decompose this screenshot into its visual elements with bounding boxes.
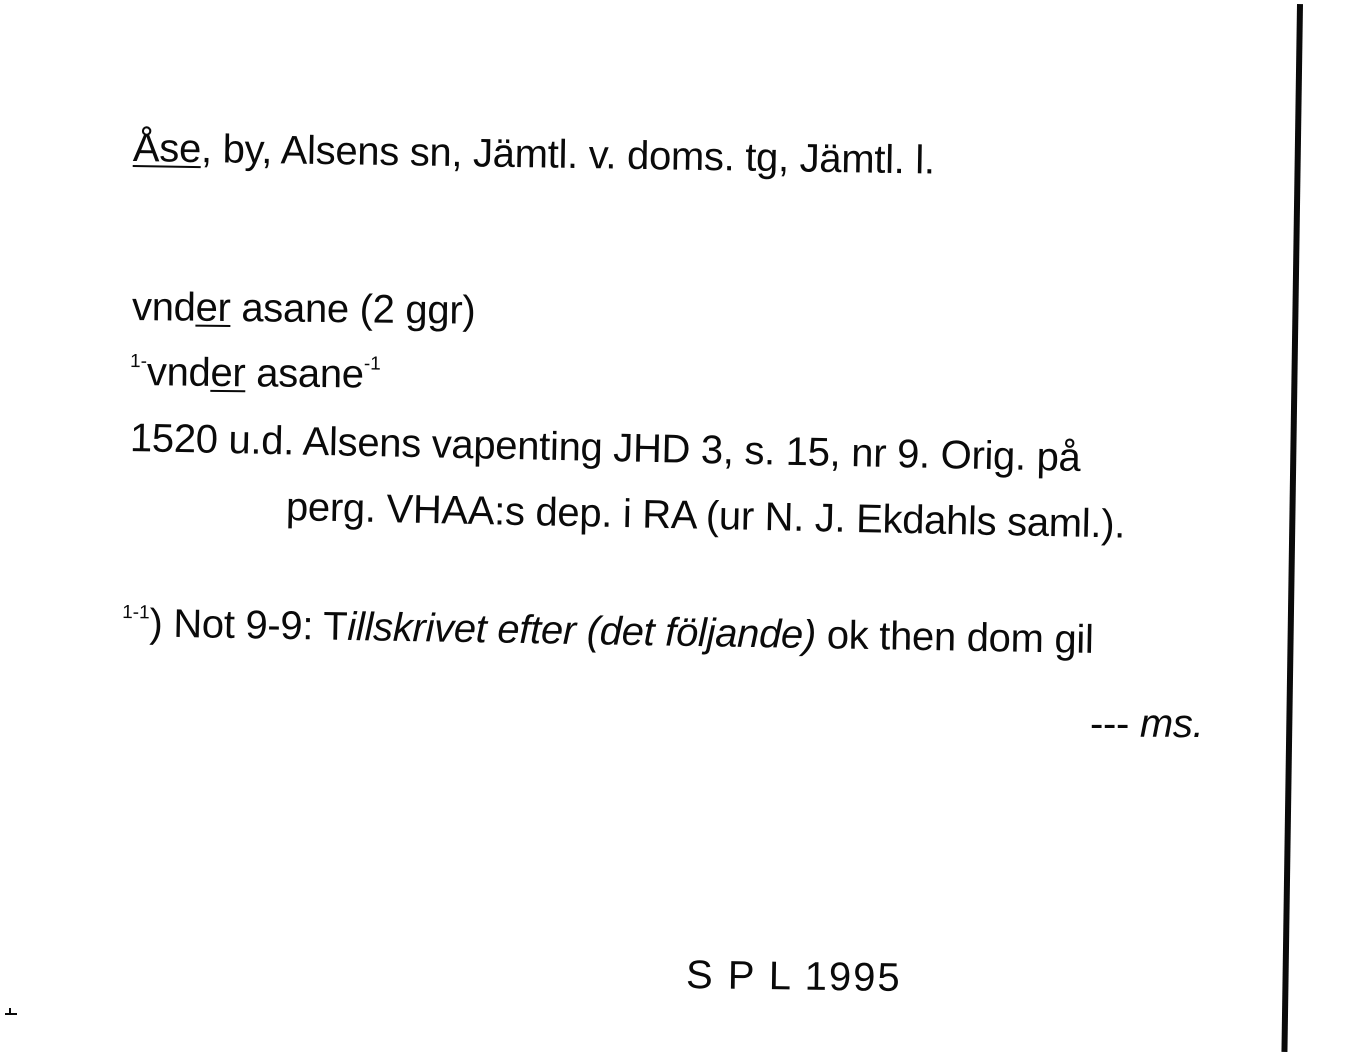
entry-heading — [133, 128, 935, 181]
footnote-ms: ms. — [1139, 702, 1204, 746]
form-text: vnd — [131, 285, 196, 330]
footnote-line-1 — [122, 603, 1094, 660]
form-text: asane — [245, 351, 364, 397]
form-attestation-2 — [130, 352, 381, 395]
form-text: vnd — [146, 350, 211, 395]
source-line-2: perg. VHAA:s dep. i RA (ur N. J. Ekdahls saml.). — [285, 485, 1126, 547]
corner-tick-mark — [3, 1004, 17, 1018]
footnote-rest: ok then dom gil — [815, 613, 1094, 662]
form-underlined-ending: er — [210, 350, 246, 396]
footnote-italic: illskrivet efter (det följande) — [347, 604, 817, 658]
form-attestation-1 — [132, 287, 476, 331]
footnote-dash: --- — [1090, 702, 1140, 746]
card-edge-rule — [1281, 4, 1303, 1052]
form-text: asane (2 ggr) — [230, 286, 476, 333]
note-marker-close: -1 — [363, 353, 381, 375]
footnote-marker: 1-1 — [122, 602, 150, 624]
headword: Åse — [132, 126, 202, 172]
footnote-line-2 — [1090, 704, 1203, 744]
note-marker-open: 1- — [130, 351, 148, 373]
headword-details: , by, Alsens sn, Jämtl. v. doms. tg, Jämtl. l. — [200, 127, 936, 183]
source-line-1: 1520 u.d. Alsens vapenting JHD 3, s. 15, nr 9. Orig. på — [129, 416, 1081, 480]
collection-stamp: S P L 1995 — [685, 953, 903, 1001]
form-underlined-ending: er — [195, 285, 231, 331]
footnote-lead: ) Not 9-9: T — [149, 601, 348, 649]
